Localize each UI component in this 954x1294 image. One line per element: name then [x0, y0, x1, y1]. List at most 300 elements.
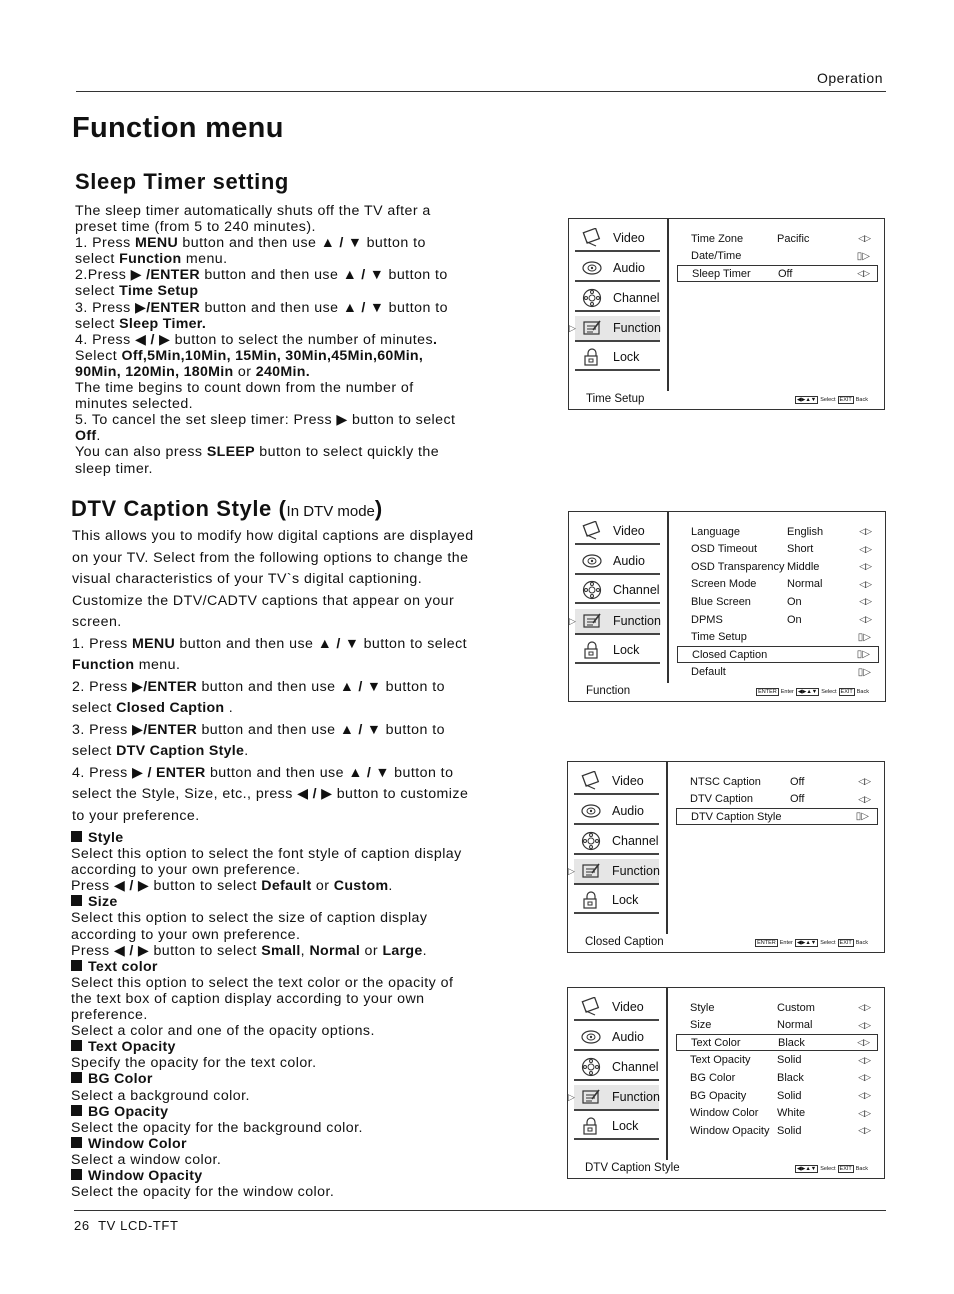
osd-option-row[interactable] [676, 1052, 878, 1069]
text-segment: button to [362, 235, 426, 252]
text-segment: 4. Press [75, 331, 136, 348]
channel-icon [580, 1057, 602, 1077]
text-line [72, 548, 512, 570]
left-right-arrows-icon: ◁▷ [859, 614, 871, 624]
text-line [72, 720, 512, 742]
text-segment: Select this option to select the font style of caption display [71, 846, 462, 863]
function-icon [580, 861, 602, 881]
osd-option-name: Window Color [690, 1107, 759, 1120]
osd-option-name: DTV Caption [690, 793, 753, 806]
bold-term: 90Min, 120Min, 180Min [75, 363, 234, 380]
text-segment: . [224, 700, 234, 716]
text-segment: button and then use [197, 678, 340, 695]
text-line [75, 412, 495, 428]
text-line [71, 1104, 511, 1120]
osd-option-row[interactable] [677, 265, 878, 282]
bold-term: Time Setup [119, 283, 199, 300]
osd-option-row[interactable] [676, 773, 878, 790]
osd-option-row[interactable] [676, 808, 878, 825]
text-line [71, 830, 511, 846]
left-right-arrows-icon: ◁▷ [859, 543, 871, 554]
text-segment: select the Style, Size, etc., press [72, 786, 298, 802]
bold-term: ◀ / ▶ [113, 878, 150, 895]
text-segment: button to select the number of minutes [170, 331, 434, 348]
text-segment: Select this option to select the text color or the opacity of [71, 974, 454, 991]
osd-option-name: Date/Time [691, 250, 742, 263]
left-right-arrows-icon: ◁▷ [858, 1090, 870, 1100]
osd-menu-item-lock[interactable] [575, 345, 660, 371]
option-label: Window Color [88, 1135, 187, 1152]
osd-menu-label: Channel [612, 834, 659, 848]
text-line [72, 784, 512, 806]
page-title: Function menu [72, 112, 284, 144]
bold-term: ▲ / ▼ [342, 267, 385, 284]
channel-icon [580, 831, 602, 851]
key-hint-button: ENTER [758, 689, 777, 695]
osd-option-row[interactable] [677, 248, 878, 265]
osd-dtv-caption-style [567, 987, 885, 1179]
osd-menu-label: Lock [612, 893, 639, 907]
bullet-square-icon [71, 831, 82, 842]
osd-menu-item-audio[interactable] [575, 256, 660, 282]
audio-icon [580, 801, 602, 821]
osd-side-menu [569, 512, 669, 683]
bold-term: ▲ / ▼ [339, 721, 382, 738]
osd-menu-label: Audio [613, 554, 645, 568]
osd-menu-item-function[interactable] [574, 859, 659, 885]
osd-current-menu: Function [586, 685, 631, 697]
text-line [72, 591, 512, 613]
text-segment: button to [389, 764, 454, 781]
osd-option-row[interactable] [677, 558, 879, 575]
osd-option-row[interactable] [676, 1069, 878, 1086]
bold-term: Normal [309, 942, 361, 959]
osd-option-name: BG Opacity [690, 1089, 747, 1102]
bold-term: ▲ / ▼ [342, 299, 385, 316]
osd-menu-item-function[interactable] [574, 1085, 659, 1111]
text-line [71, 1007, 511, 1023]
text-line [71, 943, 511, 959]
option-label: Style [88, 830, 124, 846]
osd-menu-item-lock[interactable] [574, 1114, 659, 1140]
section-label: Operation [817, 70, 883, 86]
osd-option-name: Sleep Timer [692, 267, 751, 280]
text-segment: button and then use [178, 235, 321, 252]
left-right-arrows-icon: ◁▷ [858, 233, 870, 243]
bold-term: Custom [333, 878, 389, 895]
option-label: BG Opacity [88, 1103, 169, 1120]
text-line [71, 894, 511, 910]
audio-icon [581, 551, 603, 571]
left-right-arrows-icon: ◁▷ [858, 1002, 870, 1012]
bold-term: MENU [132, 635, 176, 652]
left-right-arrows-icon: ◁▷ [858, 1107, 870, 1118]
selected-arrow-icon: ▷ [569, 323, 576, 333]
osd-option-row[interactable] [676, 791, 878, 808]
key-hint-label: Back [855, 1166, 868, 1172]
osd-status-bar [569, 683, 885, 701]
option-label: Text Opacity [88, 1039, 176, 1056]
osd-menu-item-audio[interactable] [575, 549, 660, 575]
osd-option-value: Off [790, 775, 805, 788]
text-line [72, 741, 512, 763]
text-segment: button to [381, 678, 445, 695]
bold-term: Closed Caption [116, 700, 225, 716]
text-line [71, 1120, 511, 1136]
osd-menu-item-channel[interactable] [574, 829, 659, 855]
osd-option-name: Time Setup [691, 631, 747, 644]
text-line [72, 806, 512, 828]
osd-menu-item-channel[interactable] [574, 1055, 659, 1081]
osd-option-row[interactable] [677, 664, 879, 681]
osd-menu-item-video[interactable] [575, 519, 660, 545]
key-hint-button: EXIT [839, 1166, 852, 1172]
text-segment: according to your own preference. [71, 926, 301, 943]
text-line [71, 910, 511, 926]
text-line [71, 1088, 511, 1104]
text-segment: Customize the DTV/CADTV captions that appear on your [72, 592, 455, 609]
text-line [72, 569, 512, 591]
osd-menu-label: Audio [612, 804, 644, 818]
selected-arrow-icon: ▷ [569, 616, 576, 626]
osd-option-name: Window Opacity [690, 1124, 770, 1137]
text-line [75, 428, 495, 444]
osd-menu-label: Channel [613, 291, 660, 305]
bullet-square-icon [71, 895, 82, 906]
osd-menu-label: Video [612, 774, 644, 788]
left-right-arrows-icon: ◁▷ [857, 1037, 869, 1048]
text-segment: Select [75, 347, 122, 364]
text-segment: the text box of caption display according to your own [71, 990, 425, 1007]
osd-menu-item-video[interactable] [575, 226, 660, 252]
text-segment: Select this option to select the size of caption display [71, 910, 428, 927]
text-line [71, 846, 511, 862]
osd-menu-label: Lock [613, 350, 640, 364]
option-label: Size [88, 894, 118, 911]
left-right-arrows-icon: ◁▷ [858, 1019, 870, 1030]
enter-arrow-icon: ▯▷ [856, 250, 870, 262]
text-segment: or [360, 942, 383, 959]
key-hint-label: Back [856, 689, 869, 695]
video-icon [580, 997, 602, 1017]
osd-menu-item-lock[interactable] [574, 888, 659, 914]
lock-icon [580, 1116, 602, 1136]
bullet-square-icon [71, 1072, 82, 1083]
osd-option-row[interactable] [677, 646, 879, 663]
osd-option-value: Normal [787, 578, 823, 591]
text-segment: select [75, 251, 120, 268]
osd-option-value: English [787, 525, 824, 538]
osd-option-name: Screen Mode [691, 578, 757, 591]
osd-option-row[interactable] [676, 1034, 878, 1051]
bold-term: ◀ / ▶ [135, 331, 171, 348]
osd-function [568, 511, 886, 702]
text-segment: Select the opacity for the background color. [71, 1119, 363, 1136]
video-icon [580, 771, 602, 791]
osd-option-value: Black [777, 1071, 804, 1084]
text-line [75, 300, 495, 316]
selected-arrow-icon: ▷ [568, 1092, 575, 1102]
text-segment: button to select [149, 878, 262, 895]
key-hint-label: Back [855, 940, 868, 946]
text-segment: 2. Press [72, 678, 133, 695]
osd-option-value: Normal [777, 1019, 813, 1032]
text-segment: on your TV. Select from the following options to change the [72, 549, 469, 566]
bold-term: 240Min. [255, 363, 310, 380]
text-segment: select [72, 743, 117, 759]
osd-option-value: Solid [777, 1054, 802, 1067]
osd-menu-label: Video [612, 1000, 644, 1014]
enter-arrow-icon: ▯▷ [857, 631, 871, 643]
key-hint-label: Select [821, 689, 837, 695]
osd-current-menu: DTV Caption Style [585, 1162, 680, 1174]
text-segment: This allows you to modify how digital captions are displayed [72, 528, 474, 544]
osd-option-value: Black [778, 1036, 805, 1049]
dtv-caption-options [71, 830, 511, 1200]
bold-term: Default [261, 878, 312, 895]
video-icon [581, 228, 603, 248]
enter-arrow-icon: ▯▷ [855, 811, 869, 823]
text-line [72, 526, 512, 548]
osd-option-row[interactable] [676, 1017, 878, 1034]
osd-menu-item-channel[interactable] [575, 286, 660, 312]
left-right-arrows-icon: ◁▷ [859, 596, 871, 607]
bold-term: Function [72, 657, 135, 673]
text-line [71, 1023, 511, 1039]
osd-menu-label: Channel [613, 583, 660, 597]
bold-term: ◀ / ▶ [297, 786, 333, 802]
osd-option-row[interactable] [676, 1087, 878, 1104]
osd-status-bar [568, 934, 884, 952]
bold-term: ▶/ENTER [135, 299, 201, 316]
osd-option-row[interactable] [677, 230, 878, 247]
text-line [71, 1071, 511, 1087]
text-segment: preference. [71, 1007, 148, 1024]
osd-key-hints [755, 939, 868, 947]
text-segment: to your preference. [72, 807, 200, 824]
text-segment: 2.Press [75, 267, 131, 284]
bold-term: Large [382, 942, 423, 959]
osd-option-name: OSD Transparency [691, 560, 785, 573]
osd-option-name: BG Color [690, 1071, 736, 1084]
text-segment: . [422, 942, 427, 959]
channel-icon [581, 288, 603, 308]
osd-option-name: Text Opacity [690, 1054, 751, 1067]
osd-option-name: Closed Caption [692, 648, 768, 661]
text-segment: minutes selected. [75, 396, 194, 413]
bold-term: Small [261, 942, 301, 959]
text-line [75, 348, 495, 364]
osd-menu-label: Function [613, 614, 661, 628]
text-segment: button and then use [200, 299, 343, 316]
left-right-arrows-icon: ◁▷ [858, 1072, 870, 1083]
osd-option-name: Blue Screen [691, 595, 751, 608]
osd-option-value: Pacific [777, 232, 810, 245]
text-segment: button and then use [197, 721, 340, 738]
osd-option-row[interactable] [677, 593, 879, 610]
dtv-heading-mode: In DTV mode [286, 503, 375, 520]
page-footer [74, 1218, 179, 1233]
bold-term: ◀ / ▶ [113, 942, 150, 959]
osd-option-row[interactable] [677, 523, 879, 540]
text-segment: preset time (from 5 to 240 minutes). [75, 219, 316, 236]
bold-term: Sleep Timer. [119, 315, 207, 332]
text-line [71, 1184, 511, 1200]
text-segment: button and then use [199, 267, 343, 284]
sleep-timer-heading: Sleep Timer setting [75, 169, 289, 194]
text-segment: 5. To cancel the set sleep timer: Press [75, 412, 337, 429]
osd-menu-item-lock[interactable] [575, 638, 660, 664]
text-segment: menu. [134, 657, 181, 673]
osd-option-row[interactable] [676, 1122, 878, 1139]
text-segment: Press [71, 878, 114, 895]
page-number: 26 [74, 1218, 90, 1233]
audio-icon [581, 258, 603, 278]
key-hint-label: Select [820, 940, 836, 946]
osd-side-menu [569, 219, 669, 391]
key-hint-button: ◀▶▲▼ [796, 397, 817, 403]
osd-menu-item-audio[interactable] [574, 799, 659, 825]
text-segment: button to select [347, 412, 456, 429]
text-line [75, 316, 495, 332]
osd-current-menu: Closed Caption [585, 936, 664, 948]
text-segment: button to [384, 267, 448, 284]
text-line [71, 991, 511, 1007]
bold-term: ▲ / ▼ [317, 635, 360, 652]
text-line [75, 461, 495, 477]
osd-closed-caption [567, 761, 885, 953]
text-line [72, 612, 512, 634]
left-right-arrows-icon: ◁▷ [857, 268, 869, 279]
osd-key-hints [756, 688, 869, 696]
text-segment: button to [381, 721, 445, 738]
text-segment: Select a background color. [71, 1087, 250, 1104]
text-segment: , [300, 942, 310, 959]
bullet-square-icon [71, 1169, 82, 1180]
header-rule [76, 91, 886, 92]
text-line [71, 1039, 511, 1055]
text-segment: button to select quickly the [254, 444, 440, 461]
text-line [75, 364, 495, 380]
osd-option-row[interactable] [676, 1105, 878, 1122]
text-segment: according to your own preference. [71, 862, 301, 879]
dtv-heading-close: ) [374, 496, 383, 521]
osd-option-value: Short [787, 543, 814, 556]
text-line [71, 975, 511, 991]
text-segment: The sleep timer automatically shuts off the TV after a [75, 203, 431, 219]
bullet-square-icon [71, 1040, 82, 1051]
key-hint-button: ENTER [757, 940, 776, 946]
osd-menu-label: Channel [612, 1060, 659, 1074]
text-line [71, 1152, 511, 1168]
channel-icon [581, 580, 603, 600]
dtv-heading-main: DTV Caption Style ( [71, 496, 287, 521]
left-right-arrows-icon: ◁▷ [859, 561, 871, 572]
text-segment: . [388, 878, 393, 895]
audio-icon [580, 1027, 602, 1047]
bold-term: Function [119, 251, 182, 268]
text-segment: Select a color and one of the opacity options. [71, 1023, 375, 1040]
text-segment: You can also press [75, 444, 207, 461]
text-segment: select [75, 315, 120, 332]
osd-menu-item-video[interactable] [574, 769, 659, 795]
bold-term: MENU [135, 235, 179, 252]
osd-option-name: Time Zone [691, 232, 744, 245]
osd-menu-item-video[interactable] [574, 995, 659, 1021]
osd-option-row[interactable] [677, 541, 879, 558]
dtv-caption-heading [71, 496, 383, 522]
option-label: Window Opacity [88, 1167, 203, 1184]
osd-menu-item-function[interactable] [575, 609, 660, 635]
osd-key-hints [795, 1165, 868, 1173]
osd-menu-item-function[interactable] [575, 316, 660, 342]
text-segment: button to customize [332, 786, 469, 802]
text-line [75, 203, 495, 219]
text-line [71, 927, 511, 943]
osd-menu-label: Audio [612, 1030, 644, 1044]
function-icon [581, 611, 603, 631]
osd-option-row[interactable] [677, 629, 879, 646]
text-line [75, 380, 495, 396]
osd-menu-label: Lock [612, 1119, 639, 1133]
text-line [75, 396, 495, 412]
text-line [75, 219, 495, 235]
osd-option-value: Solid [777, 1089, 802, 1102]
osd-option-value: White [777, 1107, 806, 1120]
text-line [75, 332, 495, 348]
osd-menu-item-audio[interactable] [574, 1025, 659, 1051]
text-line [72, 763, 512, 785]
osd-option-row[interactable] [677, 576, 879, 593]
osd-option-name: Size [690, 1019, 712, 1032]
text-segment: 1. Press [75, 235, 136, 252]
lock-icon [580, 890, 602, 910]
osd-status-bar [568, 1160, 884, 1178]
text-line [71, 959, 511, 975]
function-icon [580, 1087, 602, 1107]
text-segment: button to select [359, 635, 468, 652]
key-hint-label: Back [855, 397, 868, 403]
text-segment: Select a window color. [71, 1151, 222, 1168]
osd-menu-label: Audio [613, 261, 645, 275]
osd-menu-label: Function [613, 321, 661, 335]
osd-option-name: OSD Timeout [691, 543, 758, 556]
bold-term: ▶ [336, 412, 348, 429]
osd-menu-item-channel[interactable] [575, 578, 660, 604]
osd-option-row[interactable] [676, 999, 878, 1016]
text-line [71, 862, 511, 878]
text-segment: Specify the opacity for the text color. [71, 1055, 317, 1072]
osd-option-value: On [787, 595, 802, 608]
osd-option-row[interactable] [677, 611, 879, 628]
text-line [71, 1136, 511, 1152]
text-segment: sleep timer. [75, 460, 153, 477]
bold-term: ▲ / ▼ [320, 235, 363, 252]
text-segment: The time begins to count down from the number of [75, 380, 414, 397]
osd-option-value: Custom [777, 1001, 815, 1014]
osd-option-name: DPMS [691, 613, 723, 626]
text-segment: 3. Press [72, 721, 133, 738]
left-right-arrows-icon: ◁▷ [859, 578, 871, 589]
bold-term: Off [75, 428, 97, 445]
text-segment: . [96, 428, 101, 445]
bold-term: ▶/ENTER [132, 678, 198, 695]
osd-menu-label: Lock [613, 643, 640, 657]
osd-menu-label: Function [612, 1090, 660, 1104]
osd-option-name: DTV Caption Style [691, 810, 782, 823]
osd-current-menu: Time Setup [586, 393, 645, 405]
text-line [71, 878, 511, 894]
